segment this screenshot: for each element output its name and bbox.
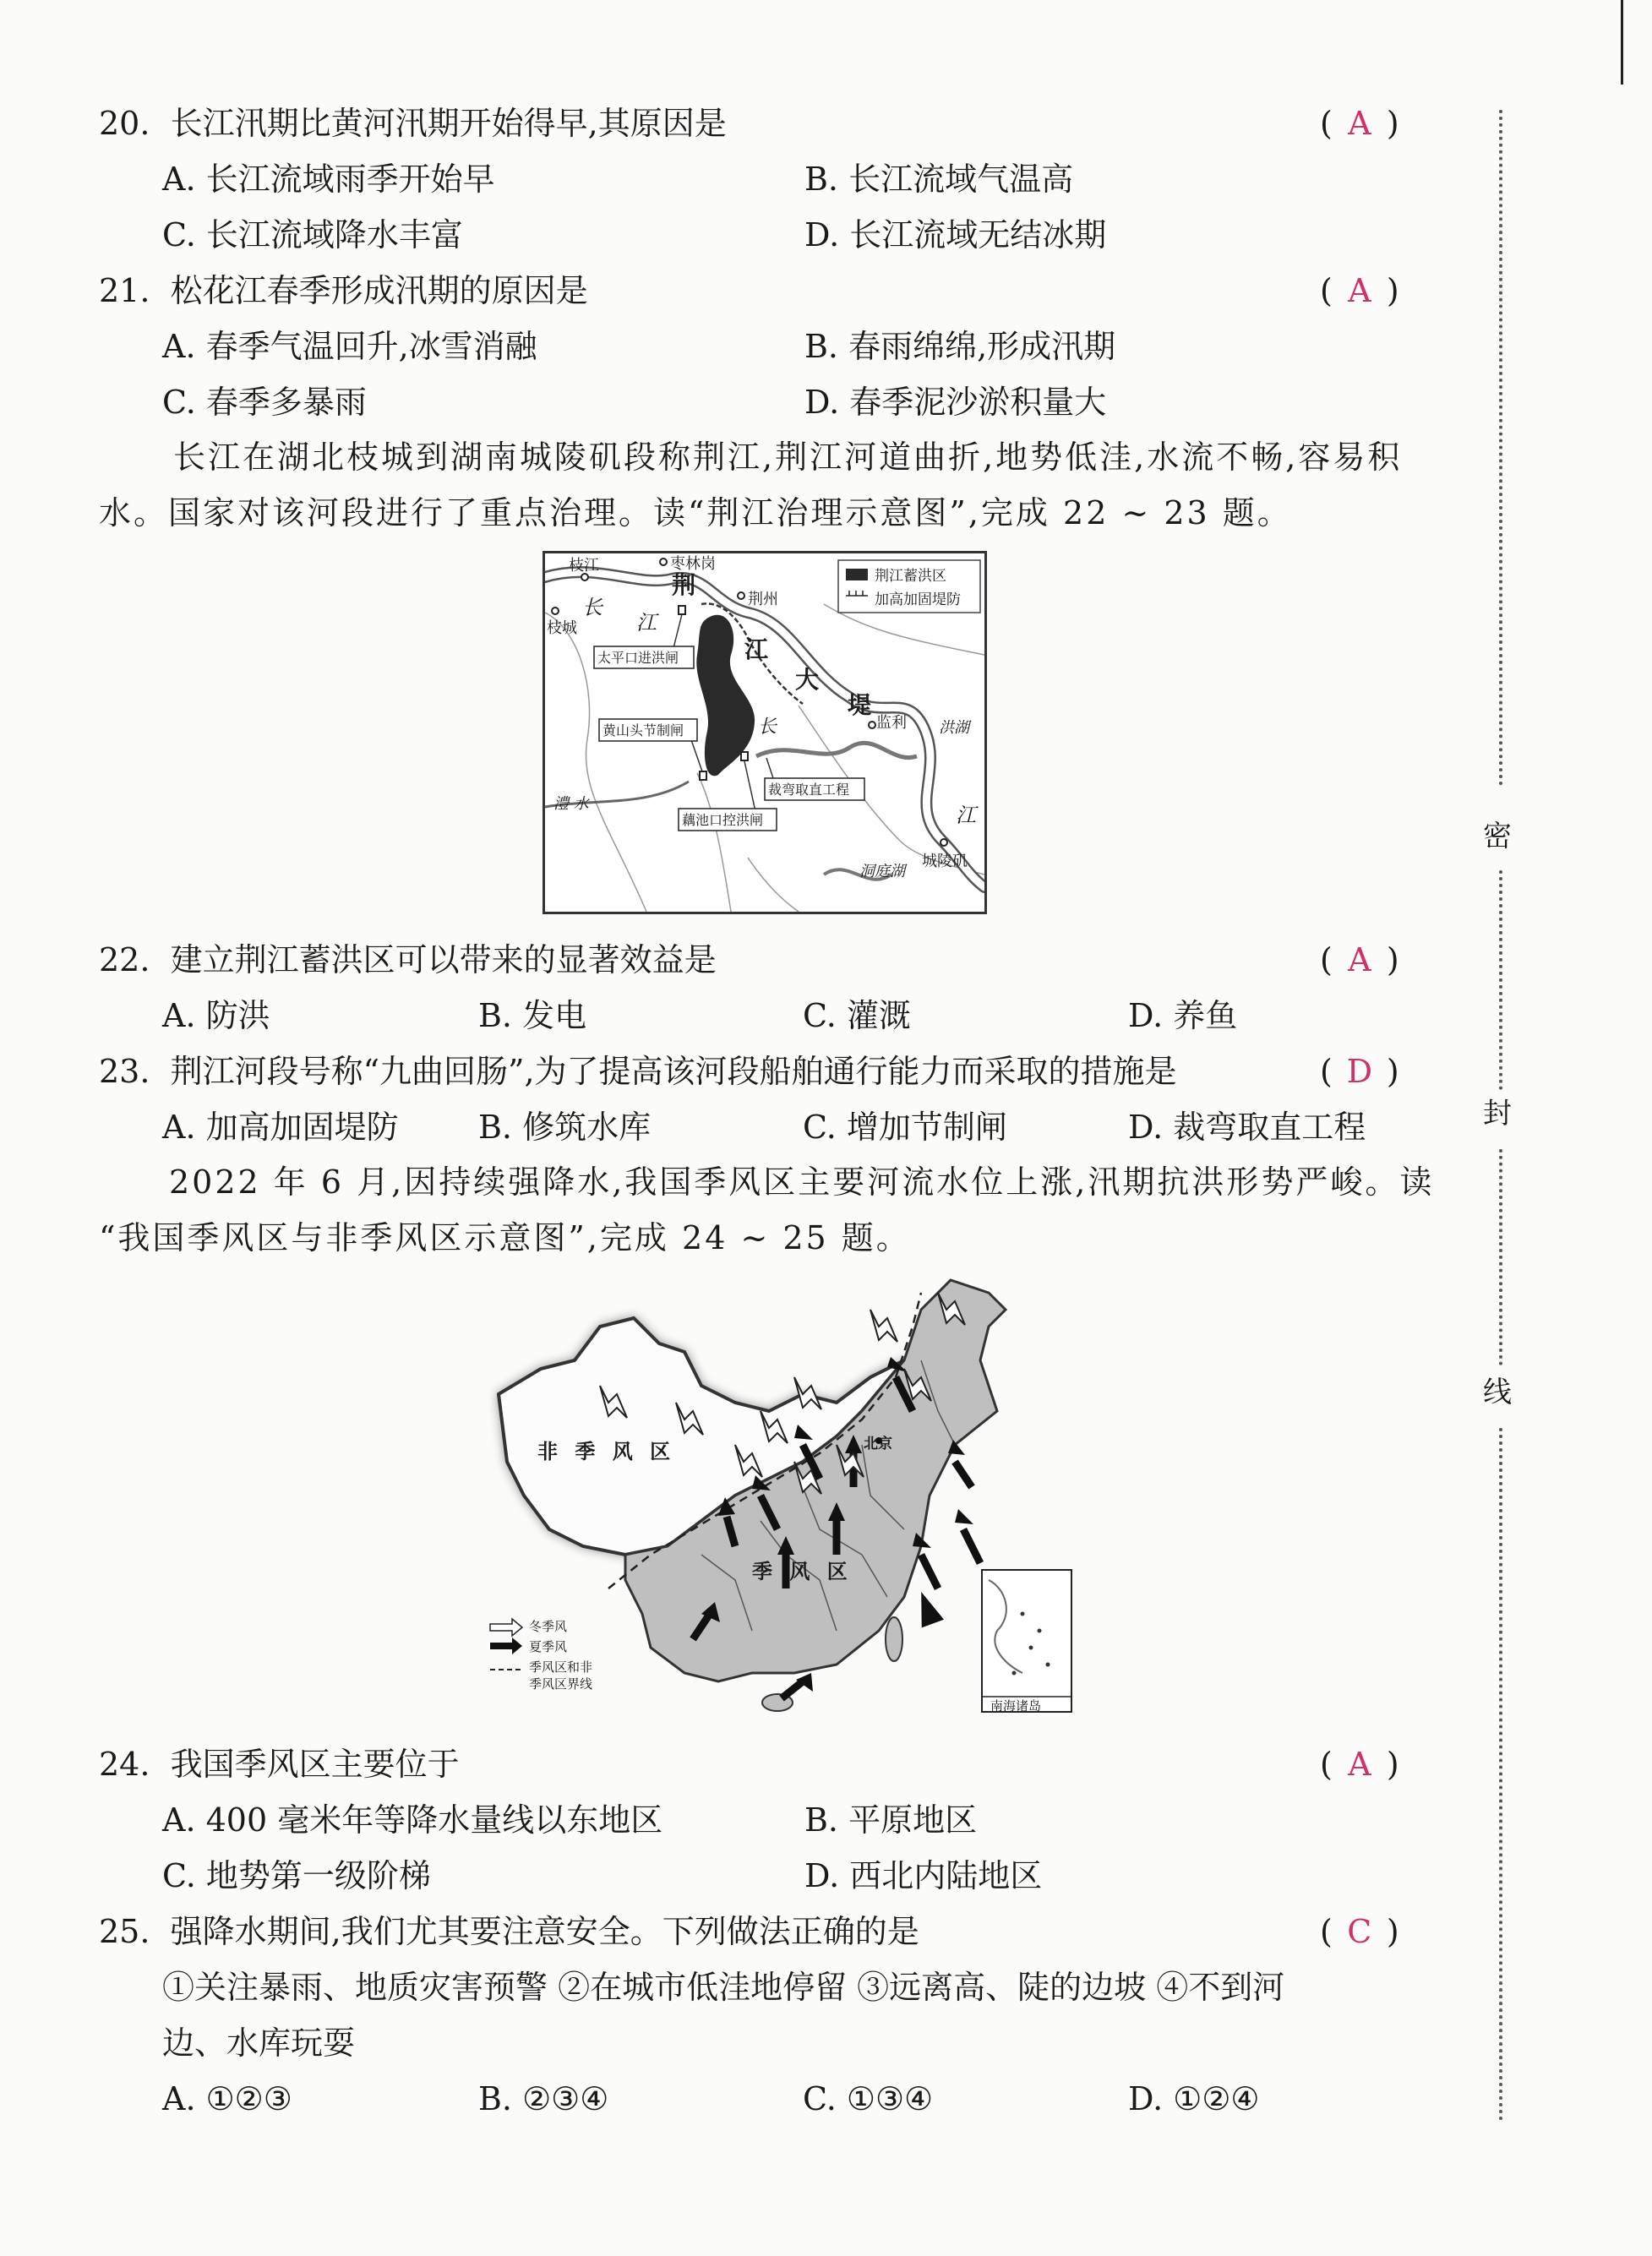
label-lishui: 澧 水 bbox=[553, 795, 589, 813]
monsoon-intro-line1: 2022 年 6 月,因持续强降水,我国季风区主要河流水位上涨,汛期抗洪形势严峻。读 bbox=[169, 1163, 1435, 1201]
question-21-stem: 21. 松花江春季形成汛期的原因是 bbox=[99, 272, 588, 309]
binding-label-feng: 封 bbox=[1483, 1097, 1512, 1131]
binding-dotted-line-2 bbox=[1499, 870, 1502, 1090]
monsoon-map-svg bbox=[482, 1276, 1073, 1715]
label-di: 堤 bbox=[848, 691, 872, 719]
option-22-d: D. 养鱼 bbox=[1128, 997, 1238, 1034]
label-jing: 荆 bbox=[672, 571, 696, 599]
legend-flood-area: 荆江蓄洪区 bbox=[875, 568, 946, 585]
legend-boundary-2: 季风区界线 bbox=[529, 1676, 593, 1692]
option-25-d: D. ①②④ bbox=[1128, 2080, 1260, 2117]
option-22-a: A. 防洪 bbox=[162, 997, 270, 1034]
question-24-stem: 24. 我国季风区主要位于 bbox=[99, 1746, 460, 1783]
label-caiwan: 裁弯取直工程 bbox=[768, 782, 850, 798]
option-20-d: D. 长江流域无结冰期 bbox=[804, 216, 1107, 253]
option-25-b: B. ②③④ bbox=[478, 2080, 609, 2117]
question-25-stem: 25. 强降水期间,我们尤其要注意安全。下列做法正确的是 bbox=[99, 1913, 919, 1950]
legend-winter-monsoon: 冬季风 bbox=[529, 1619, 568, 1634]
option-25-c: C. ①③④ bbox=[803, 2080, 934, 2117]
question-25-answer: ( C ) bbox=[1320, 1913, 1399, 1950]
option-22-c: C. 灌溉 bbox=[803, 997, 911, 1034]
question-23-answer: ( D ) bbox=[1320, 1053, 1399, 1090]
label-taipingkou: 太平口进洪闸 bbox=[597, 650, 679, 666]
legend-boundary-1: 季风区和非 bbox=[529, 1659, 593, 1675]
option-24-c: C. 地势第一级阶梯 bbox=[162, 1857, 431, 1894]
question-21-answer: ( A ) bbox=[1320, 272, 1399, 309]
label-dongtinghu: 洞庭湖 bbox=[859, 863, 905, 880]
label-zhicheng: 枝城 bbox=[547, 619, 577, 637]
label-jiang-3: 江 bbox=[956, 804, 976, 827]
option-20-b: B. 长江流域气温高 bbox=[804, 161, 1074, 198]
option-21-d: D. 春季泥沙淤积量大 bbox=[804, 384, 1107, 421]
monsoon-intro-line2: “我国季风区与非季风区示意图”,完成 24 ~ 25 题。 bbox=[99, 1219, 911, 1256]
label-huangshantou: 黄山头节制闸 bbox=[602, 722, 684, 738]
label-honghu: 洪湖 bbox=[939, 719, 969, 737]
binding-edge-line bbox=[1621, 0, 1623, 84]
label-chang-1: 长 bbox=[582, 596, 602, 619]
option-20-a: A. 长江流域雨季开始早 bbox=[162, 161, 495, 198]
monsoon-map bbox=[482, 1276, 1073, 1715]
question-23-stem: 23. 荆江河段号称“九曲回肠”,为了提高该河段船舶通行能力而采取的措施是 bbox=[99, 1053, 1177, 1090]
binding-dotted-line-3 bbox=[1499, 1149, 1502, 1365]
option-21-c: C. 春季多暴雨 bbox=[162, 384, 367, 421]
label-jiang-1: 江 bbox=[636, 611, 657, 635]
option-24-d: D. 西北内陆地区 bbox=[804, 1857, 1043, 1894]
option-23-c: C. 增加节制闸 bbox=[803, 1109, 1007, 1146]
question-22-answer: ( A ) bbox=[1320, 941, 1399, 978]
jingjiang-map bbox=[542, 551, 987, 914]
label-monsoon: 季 风 区 bbox=[752, 1559, 853, 1583]
label-da: 大 bbox=[795, 666, 820, 694]
jingjiang-intro-line1: 长江在湖北枝城到湖南城陵矶段称荆江,荆江河道曲折,地势低洼,水流不畅,容易积 bbox=[173, 439, 1403, 476]
question-25-statements-line1: ①关注暴雨、地质灾害预警 ②在城市低洼地停留 ③远离高、陡的边坡 ④不到河 bbox=[162, 1969, 1285, 2006]
question-25-statements-line2: 边、水库玩耍 bbox=[162, 2024, 356, 2062]
option-24-b: B. 平原地区 bbox=[804, 1801, 978, 1839]
binding-label-xian: 线 bbox=[1483, 1376, 1512, 1409]
option-23-a: A. 加高加固堤防 bbox=[162, 1109, 399, 1146]
legend-summer-monsoon: 夏季风 bbox=[529, 1639, 568, 1654]
label-chenglingji: 城陵矶 bbox=[922, 853, 968, 870]
label-zaolingang: 枣林岗 bbox=[670, 555, 716, 573]
binding-dotted-line-4 bbox=[1499, 1428, 1502, 2121]
question-20-answer: ( A ) bbox=[1320, 105, 1399, 142]
question-20-stem: 20. 长江汛期比黄河汛期开始得早,其原因是 bbox=[99, 105, 727, 142]
label-south-sea: 南海诸岛 bbox=[990, 1698, 1042, 1714]
option-21-a: A. 春季气温回升,冰雪消融 bbox=[162, 328, 537, 365]
label-jianli: 监利 bbox=[876, 714, 907, 732]
label-zhijiang: 枝江 bbox=[569, 557, 599, 575]
option-22-b: B. 发电 bbox=[478, 997, 587, 1034]
option-24-a: A. 400 毫米年等降水量线以东地区 bbox=[162, 1801, 663, 1839]
label-outchikou: 藕池口控洪闸 bbox=[682, 812, 764, 828]
option-23-d: D. 裁弯取直工程 bbox=[1128, 1109, 1366, 1146]
binding-label-mi: 密 bbox=[1483, 820, 1512, 853]
label-non-monsoon: 非 季 风 区 bbox=[537, 1439, 676, 1463]
label-jingzhou: 荆州 bbox=[748, 591, 778, 608]
option-25-a: A. ①②③ bbox=[162, 2080, 292, 2117]
question-24-answer: ( A ) bbox=[1320, 1746, 1399, 1783]
legend-dike: 加高加固堤防 bbox=[875, 591, 961, 608]
label-chang-2: 长 bbox=[758, 717, 777, 738]
label-beijing: 北京 bbox=[864, 1436, 892, 1452]
jingjiang-intro-line2: 水。国家对该河段进行了重点治理。读“荆江治理示意图”,完成 22 ~ 23 题。 bbox=[99, 494, 1292, 531]
option-23-b: B. 修筑水库 bbox=[478, 1109, 652, 1146]
option-20-c: C. 长江流域降水丰富 bbox=[162, 216, 463, 253]
option-21-b: B. 春雨绵绵,形成汛期 bbox=[804, 328, 1116, 365]
question-22-stem: 22. 建立荆江蓄洪区可以带来的显著效益是 bbox=[99, 941, 717, 978]
label-jiang-2: 江 bbox=[744, 635, 769, 663]
binding-dotted-line-1 bbox=[1499, 110, 1502, 786]
